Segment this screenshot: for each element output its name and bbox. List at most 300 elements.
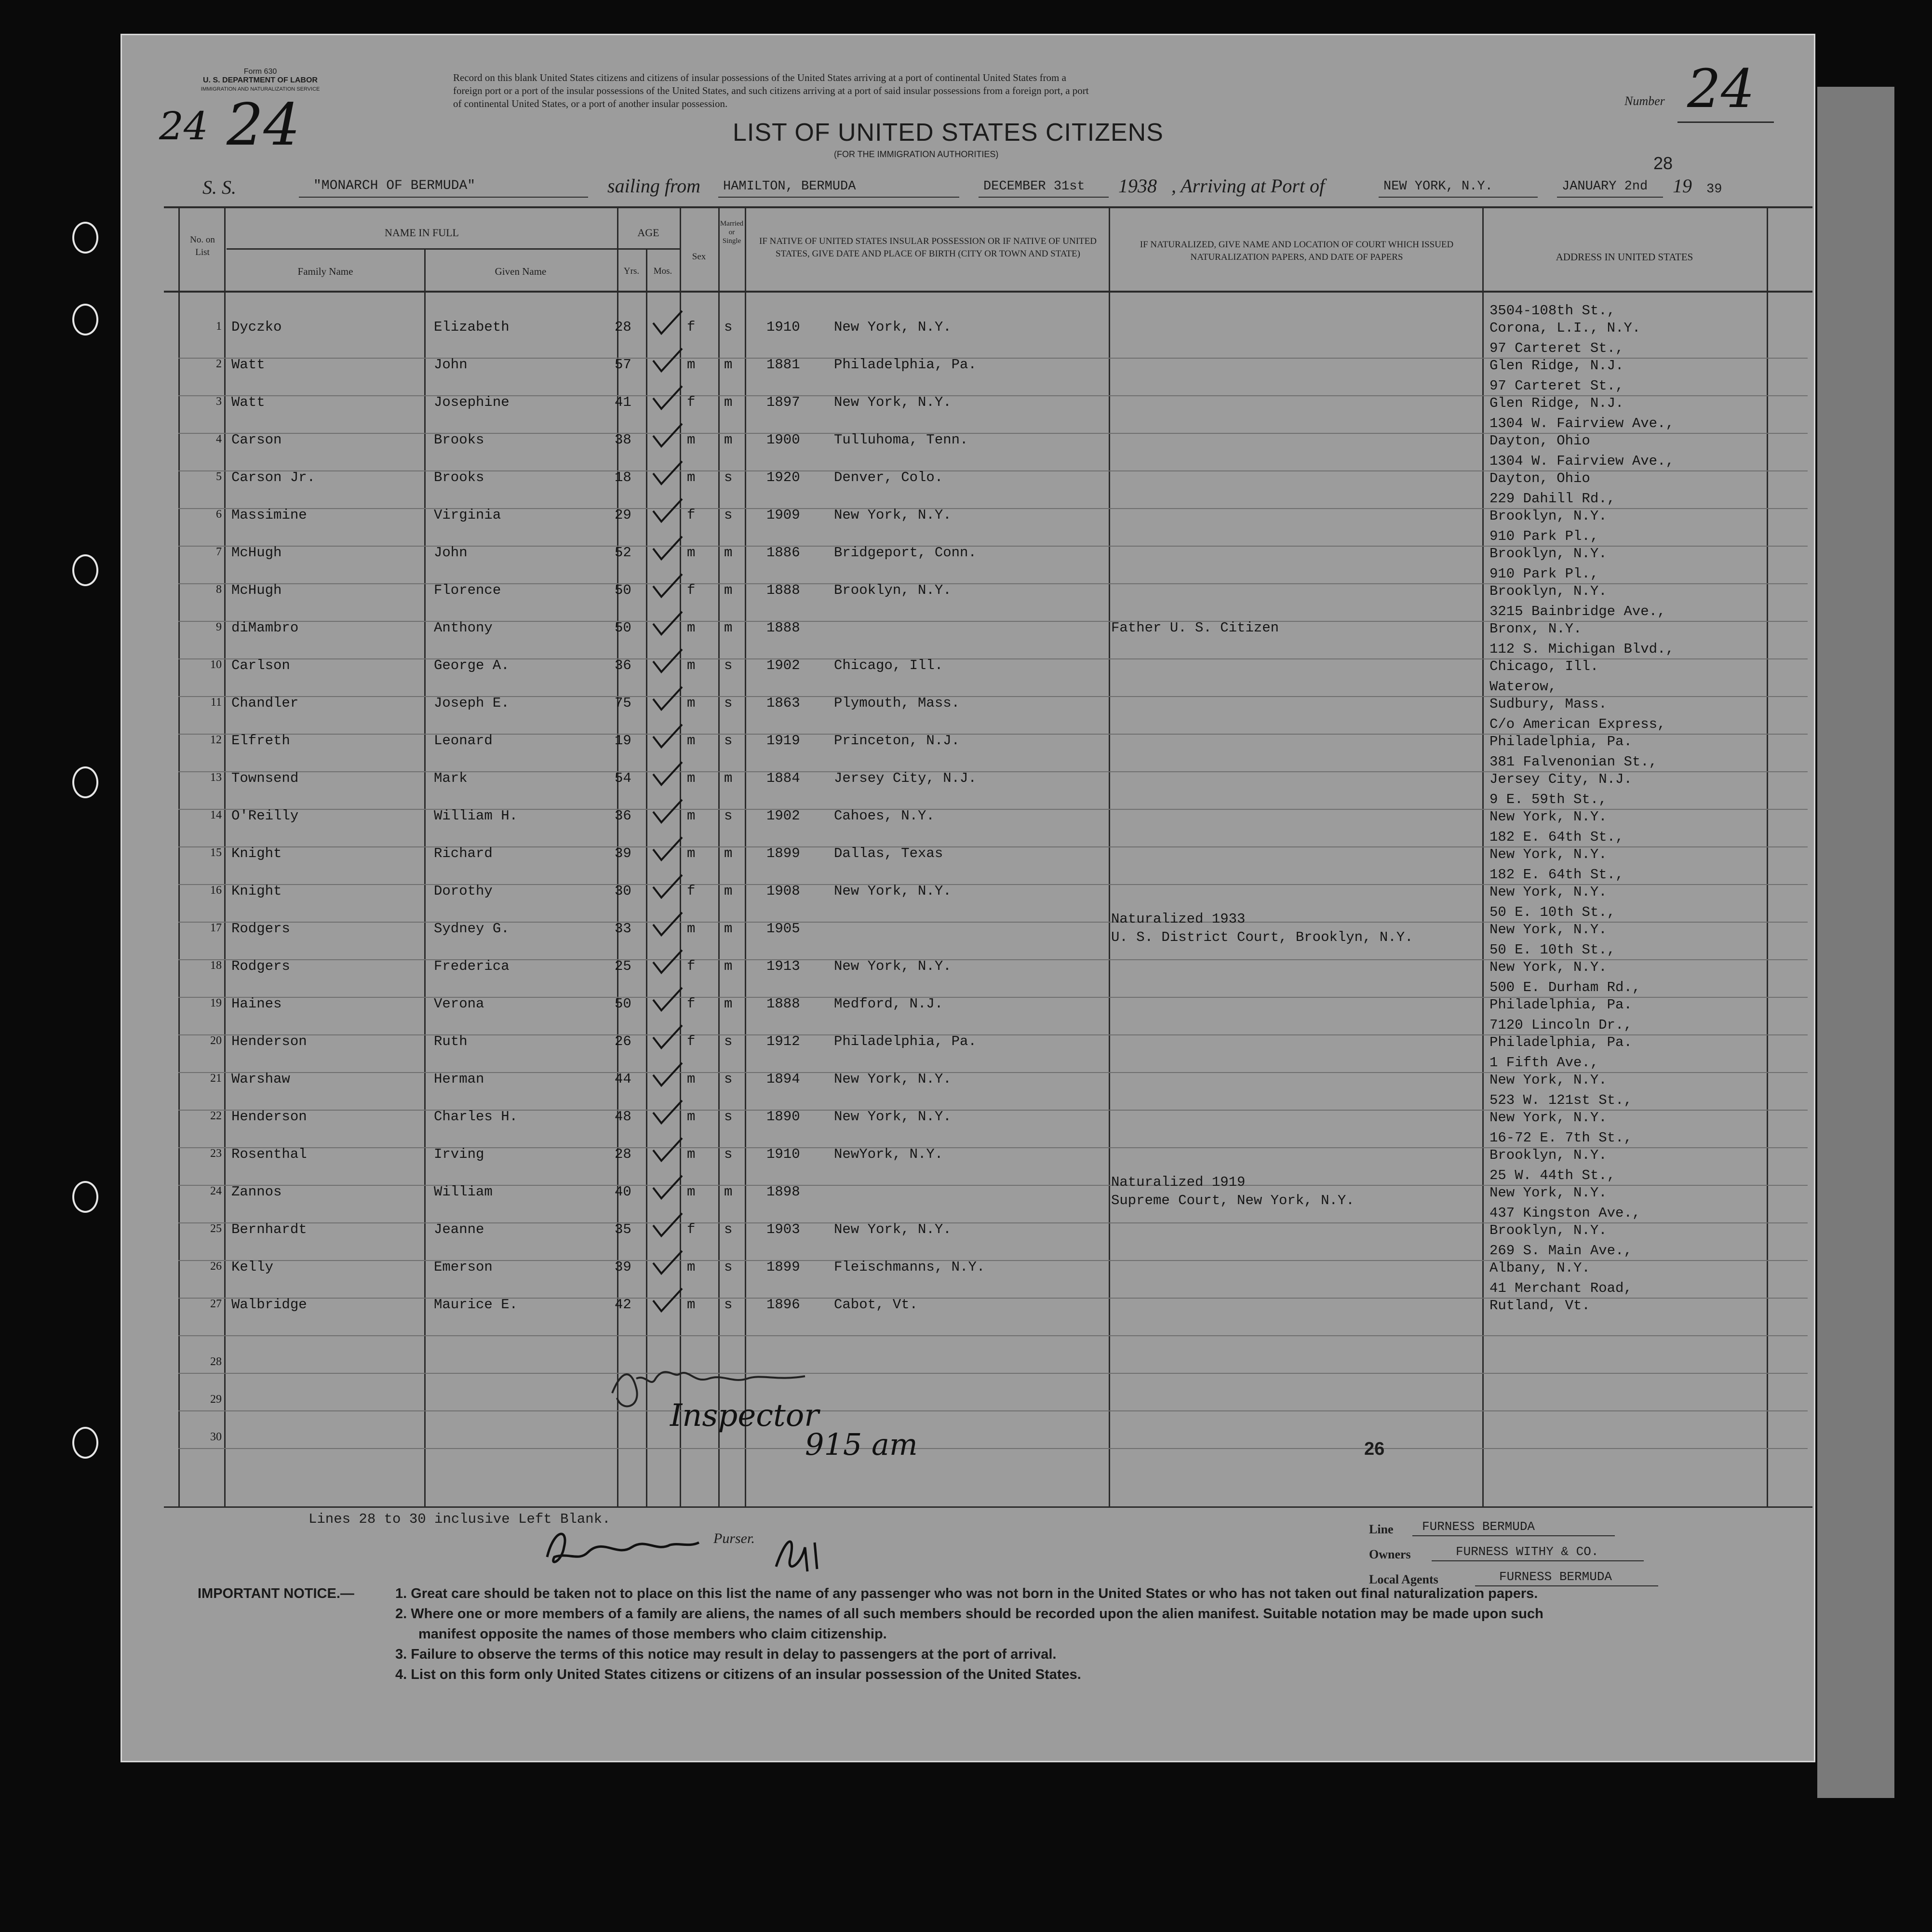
marital-status: m — [724, 958, 733, 974]
address-street: 9 E. 59th St., — [1489, 792, 1607, 807]
punch-hole — [72, 554, 98, 586]
instruction-line: foreign port or a port of the insular possessions of the United States, and such citizens arriving at a port of said insular possessions from a foreign port, a port — [453, 85, 1089, 96]
address-street: 1304 W. Fairview Ave., — [1489, 416, 1674, 431]
family-name: Walbridge — [231, 1297, 307, 1313]
age-header-divider — [617, 248, 680, 250]
family-name: Carson Jr. — [231, 470, 316, 485]
address-street: 229 Dahill Rd., — [1489, 491, 1616, 507]
age-years: 30 — [615, 883, 631, 899]
check-mark-icon — [651, 1136, 684, 1165]
family-name: Bernhardt — [231, 1221, 307, 1237]
sex: f — [687, 883, 696, 899]
birth-year: 1896 — [766, 1297, 800, 1313]
age-years: 25 — [615, 958, 631, 974]
header-sex: Sex — [692, 252, 706, 262]
age-years: 48 — [615, 1109, 631, 1125]
col-line — [1482, 206, 1484, 1508]
notice-item: 2. Where one or more members of a family are aliens, the names of all such members should be recorded upon the alien manifest. Suitable notation may be made upon such — [395, 1606, 1543, 1622]
sex: m — [687, 845, 696, 861]
birth-year: 1909 — [766, 507, 800, 523]
address-city: Bronx, N.Y. — [1489, 621, 1582, 637]
birth-place: Cahoes, N.Y. — [834, 808, 935, 824]
given-name: Sydney G. — [434, 921, 510, 937]
department-name: U. S. DEPARTMENT OF LABOR — [203, 76, 318, 84]
birth-place: New York, N.Y. — [834, 507, 952, 523]
sex: f — [687, 996, 696, 1012]
check-mark-icon — [651, 722, 684, 751]
birth-year: 1920 — [766, 470, 800, 485]
naturalization: Father U. S. Citizen — [1111, 620, 1279, 636]
line-label: Line — [1369, 1522, 1394, 1536]
birth-year: 1894 — [766, 1071, 800, 1087]
address-street: 97 Carteret St., — [1489, 378, 1624, 394]
marital-status: s — [724, 1297, 733, 1313]
marital-status: m — [724, 921, 733, 937]
address-street: 1304 W. Fairview Ave., — [1489, 453, 1674, 469]
address-street: 381 Falvenonian St., — [1489, 754, 1658, 770]
age-years: 54 — [615, 770, 631, 786]
marital-status: m — [724, 996, 733, 1012]
birth-place: Brooklyn, N.Y. — [834, 582, 952, 598]
marital-status: m — [724, 620, 733, 636]
row-number: 4 — [216, 433, 222, 445]
given-name: Joseph E. — [434, 695, 510, 711]
given-name: Maurice E. — [434, 1297, 518, 1313]
address-city: Philadelphia, Pa. — [1489, 734, 1632, 750]
sex: m — [687, 1297, 696, 1313]
purser-signature — [540, 1523, 704, 1576]
header-family-name: Family Name — [297, 266, 353, 277]
check-mark-icon — [651, 835, 684, 864]
birth-place: Philadelphia, Pa. — [834, 1033, 977, 1049]
row-rule — [178, 1335, 1808, 1336]
birth-year: 1913 — [766, 958, 800, 974]
row-rule — [178, 1410, 1808, 1411]
address-city: New York, N.Y. — [1489, 809, 1607, 825]
row-number: 8 — [216, 583, 222, 596]
family-name: McHugh — [231, 545, 282, 561]
family-name: Rodgers — [231, 921, 290, 937]
sex: m — [687, 432, 696, 448]
address-street: 25 W. 44th St., — [1489, 1167, 1616, 1183]
age-years: 18 — [615, 470, 631, 485]
check-mark-icon — [651, 760, 684, 789]
birth-place: New York, N.Y. — [834, 1109, 952, 1125]
family-name: Carson — [231, 432, 282, 448]
row-number: 11 — [210, 696, 222, 709]
address-street: 112 S. Michigan Blvd., — [1489, 641, 1674, 657]
table-top-border — [164, 206, 1812, 208]
number-underline — [1677, 121, 1774, 123]
birth-place: Tulluhoma, Tenn. — [834, 432, 968, 448]
family-name: Rodgers — [231, 958, 290, 974]
birth-year: 1902 — [766, 808, 800, 824]
instruction-line: of continental United States, or a port of another insular possession. — [453, 98, 728, 109]
line-underline — [1412, 1535, 1615, 1536]
birth-year: 1912 — [766, 1033, 800, 1049]
row-rule — [178, 1373, 1808, 1374]
arriving-label: , Arriving at Port of — [1171, 175, 1325, 197]
marital-status: s — [724, 1109, 733, 1125]
address-city: Glen Ridge, N.J. — [1489, 395, 1624, 411]
naturalization-court: U. S. District Court, Brooklyn, N.Y. — [1111, 929, 1413, 945]
row-number: 18 — [210, 959, 222, 972]
sex: m — [687, 620, 696, 636]
birth-place: New York, N.Y. — [834, 1221, 952, 1237]
inspector-label: Inspector — [670, 1398, 819, 1434]
birth-place: Fleischmanns, N.Y. — [834, 1259, 985, 1275]
given-name: Leonard — [434, 733, 493, 749]
marital-status: s — [724, 1221, 733, 1237]
given-name: Virginia — [434, 507, 501, 523]
birth-place: New York, N.Y. — [834, 319, 952, 335]
address-city: New York, N.Y. — [1489, 846, 1607, 862]
adjacent-page-edge — [1817, 87, 1894, 1798]
departure-date: DECEMBER 31st — [983, 179, 1085, 194]
age-years: 35 — [615, 1221, 631, 1237]
marital-status: m — [724, 582, 733, 598]
birth-place: Jersey City, N.J. — [834, 770, 977, 786]
birth-place: Bridgeport, Conn. — [834, 545, 977, 561]
marital-status: s — [724, 733, 733, 749]
row-number: 22 — [210, 1110, 222, 1122]
header-years: Yrs. — [623, 266, 640, 276]
address-city: Glen Ridge, N.J. — [1489, 358, 1624, 374]
birth-year: 1899 — [766, 845, 800, 861]
check-mark-icon — [651, 1211, 684, 1240]
birth-place: Cabot, Vt. — [834, 1297, 918, 1313]
given-name: John — [434, 545, 468, 561]
header-naturalized: IF NATURALIZED, GIVE NAME AND LOCATION OF COURT WHICH ISSUED NATURALIZATION PAPERS, AND DATE OF PAPERS — [1140, 240, 1454, 262]
purser-label: Purser. — [713, 1530, 755, 1546]
header-no-on-list: No. on List — [190, 235, 215, 257]
birth-year: 1898 — [766, 1184, 800, 1200]
header-age: AGE — [637, 227, 659, 239]
birth-place: New York, N.Y. — [834, 1071, 952, 1087]
address-city: Brooklyn, N.Y. — [1489, 1222, 1607, 1238]
handwritten-date-correction: 28 — [1653, 153, 1673, 173]
age-years: 36 — [615, 808, 631, 824]
given-name: Mark — [434, 770, 468, 786]
birth-place: Plymouth, Mass. — [834, 695, 960, 711]
given-name: Irving — [434, 1146, 484, 1162]
row-number: 27 — [210, 1298, 222, 1310]
birth-place: Denver, Colo. — [834, 470, 943, 485]
given-name: Jeanne — [434, 1221, 484, 1237]
col-line — [178, 206, 180, 1508]
birth-year: 1903 — [766, 1221, 800, 1237]
birth-place: NewYork, N.Y. — [834, 1146, 943, 1162]
address-street: 97 Carteret St., — [1489, 340, 1624, 356]
marital-status: s — [724, 1146, 733, 1162]
header-address: ADDRESS IN UNITED STATES — [1556, 251, 1693, 263]
birth-place: New York, N.Y. — [834, 883, 952, 899]
sex: m — [687, 770, 696, 786]
punch-hole — [72, 766, 98, 798]
sex: m — [687, 1146, 696, 1162]
address-street: 500 E. Durham Rd., — [1489, 979, 1641, 995]
address-city: Brooklyn, N.Y. — [1489, 546, 1607, 562]
ship-name: "MONARCH OF BERMUDA" — [313, 178, 476, 193]
family-name: Chandler — [231, 695, 299, 711]
given-name: Ruth — [434, 1033, 468, 1049]
address-city: New York, N.Y. — [1489, 1110, 1607, 1126]
row-number: 13 — [210, 771, 222, 784]
marital-status: s — [724, 695, 733, 711]
service-name: IMMIGRATION AND NATURALIZATION SERVICE — [201, 86, 320, 92]
table-bottom-border — [164, 1506, 1812, 1508]
birth-place: Philadelphia, Pa. — [834, 357, 977, 373]
birth-year: 1899 — [766, 1259, 800, 1275]
arrival-year: 39 — [1706, 182, 1722, 197]
check-mark-icon — [651, 1098, 684, 1127]
check-mark-icon — [651, 985, 684, 1014]
check-mark-icon — [651, 534, 684, 563]
family-name: Elfreth — [231, 733, 290, 749]
given-name: Brooks — [434, 432, 484, 448]
family-name: Dyczko — [231, 319, 282, 335]
address-city: Chicago, Ill. — [1489, 658, 1599, 674]
port-underline — [718, 197, 959, 198]
age-years: 44 — [615, 1071, 631, 1087]
given-name: Charles H. — [434, 1109, 518, 1125]
birth-place: Medford, N.J. — [834, 996, 943, 1012]
address-city: New York, N.Y. — [1489, 922, 1607, 938]
sex: m — [687, 1184, 696, 1200]
row-number: 3 — [216, 395, 222, 408]
check-mark-icon — [651, 1248, 684, 1277]
address-street: 437 Kingston Ave., — [1489, 1205, 1641, 1221]
col-line — [1109, 206, 1110, 1508]
col-line — [1767, 206, 1768, 1508]
address-city: Rutland, Vt. — [1489, 1298, 1590, 1314]
marital-status: m — [724, 770, 733, 786]
birth-year: 1884 — [766, 770, 800, 786]
passenger-count: 26 — [1364, 1439, 1385, 1459]
agents-value: FURNESS BERMUDA — [1499, 1570, 1612, 1584]
address-city: New York, N.Y. — [1489, 1072, 1607, 1088]
arrival-year-prefix: 19 — [1673, 175, 1692, 197]
notice-item: 1. Great care should be taken not to place on this list the name of any passenger who was not born in the United States or who has not taken out final naturalization papers. — [395, 1586, 1538, 1601]
address-city: Sudbury, Mass. — [1489, 696, 1607, 712]
row-number: 17 — [210, 922, 222, 934]
age-years: 50 — [615, 582, 631, 598]
owners-label: Owners — [1369, 1547, 1411, 1561]
sex: m — [687, 695, 696, 711]
row-number: 7 — [216, 546, 222, 558]
header-married-single: Married or Single — [720, 220, 744, 245]
naturalization-court: Supreme Court, New York, N.Y. — [1111, 1193, 1355, 1208]
marital-status: m — [724, 845, 733, 861]
check-mark-icon — [651, 1286, 684, 1315]
header-months: Mos. — [653, 266, 672, 276]
row-number: 21 — [210, 1072, 222, 1085]
birth-year: 1888 — [766, 582, 800, 598]
address-street: 182 E. 64th St., — [1489, 829, 1624, 845]
age-years: 28 — [615, 1146, 631, 1162]
family-name: Watt — [231, 357, 265, 373]
marital-status: s — [724, 808, 733, 824]
address-street: Waterow, — [1489, 679, 1557, 695]
form-id-block — [183, 67, 337, 94]
birth-place: Chicago, Ill. — [834, 657, 943, 673]
sailing-from-label: sailing from — [607, 175, 700, 197]
address-street: C/o American Express, — [1489, 716, 1666, 732]
address-city: Brooklyn, N.Y. — [1489, 1147, 1607, 1163]
given-name: Anthony — [434, 620, 493, 636]
address-city: Jersey City, N.J. — [1489, 771, 1632, 787]
birth-year: 1888 — [766, 996, 800, 1012]
notice-lead: IMPORTANT NOTICE.— — [198, 1586, 354, 1601]
marital-status: s — [724, 657, 733, 673]
check-mark-icon — [651, 384, 684, 413]
family-name: Watt — [231, 394, 265, 410]
sex: f — [687, 1033, 696, 1049]
sex: m — [687, 808, 696, 824]
row-number: 5 — [216, 470, 222, 483]
page-title: LIST OF UNITED STATES CITIZENS — [733, 119, 1164, 147]
address-city: Brooklyn, N.Y. — [1489, 508, 1607, 524]
marital-status: m — [724, 1184, 733, 1200]
birth-year: 1902 — [766, 657, 800, 673]
departure-year: 1938 — [1118, 175, 1157, 197]
age-years: 52 — [615, 545, 631, 561]
address-city: Philadelphia, Pa. — [1489, 1034, 1632, 1050]
sex: m — [687, 921, 696, 937]
notice-item: manifest opposite the names of those members who claim citizenship. — [418, 1626, 887, 1642]
col-line — [424, 248, 426, 1506]
row-number: 12 — [210, 734, 222, 746]
punch-hole — [72, 1181, 98, 1213]
age-years: 33 — [615, 921, 631, 937]
check-mark-icon — [651, 872, 684, 901]
address-street: 3215 Bainbridge Ave., — [1489, 604, 1666, 619]
check-mark-icon — [651, 309, 684, 337]
given-name: Emerson — [434, 1259, 493, 1275]
sex: f — [687, 958, 696, 974]
row-number: 26 — [210, 1260, 222, 1273]
row-number: 1 — [216, 320, 222, 333]
birth-year: 1897 — [766, 394, 800, 410]
empty-row-number: 28 — [210, 1355, 222, 1368]
row-number: 24 — [210, 1185, 222, 1197]
given-name: Brooks — [434, 470, 484, 485]
check-mark-icon — [651, 1060, 684, 1089]
birth-year: 1888 — [766, 620, 800, 636]
address-street: 910 Park Pl., — [1489, 528, 1599, 544]
birth-year: 1863 — [766, 695, 800, 711]
family-name: Henderson — [231, 1109, 307, 1125]
marital-status: s — [724, 507, 733, 523]
naturalization: Naturalized 1919 — [1111, 1174, 1246, 1190]
sex: f — [687, 319, 696, 335]
address-city: New York, N.Y. — [1489, 959, 1607, 975]
given-name: Josephine — [434, 394, 510, 410]
form-number: Form 630 — [243, 67, 277, 76]
age-years: 40 — [615, 1184, 631, 1200]
sex: m — [687, 1071, 696, 1087]
address-street: 50 E. 10th St., — [1489, 942, 1616, 958]
family-name: Warshaw — [231, 1071, 290, 1087]
age-years: 19 — [615, 733, 631, 749]
punch-hole — [72, 222, 98, 254]
row-number: 19 — [210, 997, 222, 1009]
date-underline — [979, 197, 1109, 198]
birth-year: 1890 — [766, 1109, 800, 1125]
family-name: Townsend — [231, 770, 299, 786]
family-name: Knight — [231, 883, 282, 899]
header-birth: IF NATIVE OF UNITED STATES INSULAR POSSESSION OR IF NATIVE OF UNITED STATES, GIVE DATE AND PLACE OF BIRTH (CITY OR TOWN AND STATE) — [759, 236, 1097, 259]
header-bottom-border — [164, 291, 1812, 293]
row-number: 9 — [216, 621, 222, 633]
birth-year: 1910 — [766, 319, 800, 335]
given-name: Dorothy — [434, 883, 493, 899]
sex: m — [687, 470, 696, 485]
purser-initials — [766, 1528, 839, 1581]
age-years: 41 — [615, 394, 631, 410]
birth-place: Dallas, Texas — [834, 845, 943, 861]
check-mark-icon — [651, 609, 684, 638]
check-mark-icon — [651, 1023, 684, 1052]
family-name: Rosenthal — [231, 1146, 307, 1162]
line-value: FURNESS BERMUDA — [1422, 1519, 1535, 1534]
address-city: Dayton, Ohio — [1489, 433, 1590, 449]
address-street: 41 Merchant Road, — [1489, 1280, 1632, 1296]
check-mark-icon — [651, 572, 684, 601]
age-years: 26 — [615, 1033, 631, 1049]
family-name: diMambro — [231, 620, 299, 636]
given-name: Elizabeth — [434, 319, 510, 335]
row-rule — [178, 1448, 1808, 1449]
row-number: 16 — [210, 884, 222, 897]
family-name: Haines — [231, 996, 282, 1012]
sex: m — [687, 657, 696, 673]
given-name: Herman — [434, 1071, 484, 1087]
marital-status: m — [724, 545, 733, 561]
age-years: 57 — [615, 357, 631, 373]
owners-value: FURNESS WITHY & CO. — [1456, 1544, 1599, 1559]
punch-hole — [72, 1427, 98, 1459]
arrival-port-underline — [1379, 197, 1538, 198]
handwritten-page-number: 24 — [227, 92, 300, 159]
ss-label: S. S. — [202, 176, 236, 198]
form-instruction — [453, 71, 1504, 110]
ship-underline — [299, 197, 588, 198]
check-mark-icon — [651, 684, 684, 713]
address-city: Philadelphia, Pa. — [1489, 997, 1632, 1013]
age-years: 39 — [615, 845, 631, 861]
check-mark-icon — [651, 496, 684, 525]
row-number: 14 — [210, 809, 222, 821]
sex: m — [687, 357, 696, 373]
arrival-date-underline — [1557, 197, 1663, 198]
family-name: Massimine — [231, 507, 307, 523]
owners-underline — [1432, 1560, 1644, 1561]
empty-row-number: 30 — [210, 1431, 222, 1443]
address-city: Brooklyn, N.Y. — [1489, 583, 1607, 599]
birth-year: 1881 — [766, 357, 800, 373]
address-street: 523 W. 121st St., — [1489, 1092, 1632, 1108]
address-street: 3504-108th St., — [1489, 303, 1616, 319]
birth-year: 1905 — [766, 921, 800, 937]
marital-status: m — [724, 394, 733, 410]
handwritten-page-prefix: 24 — [159, 104, 208, 148]
address-street: 269 S. Main Ave., — [1489, 1243, 1632, 1259]
birth-place: New York, N.Y. — [834, 394, 952, 410]
address-street: 16-72 E. 7th St., — [1489, 1130, 1632, 1146]
port-of-arrival: NEW YORK, N.Y. — [1383, 179, 1493, 194]
row-number: 6 — [216, 508, 222, 521]
